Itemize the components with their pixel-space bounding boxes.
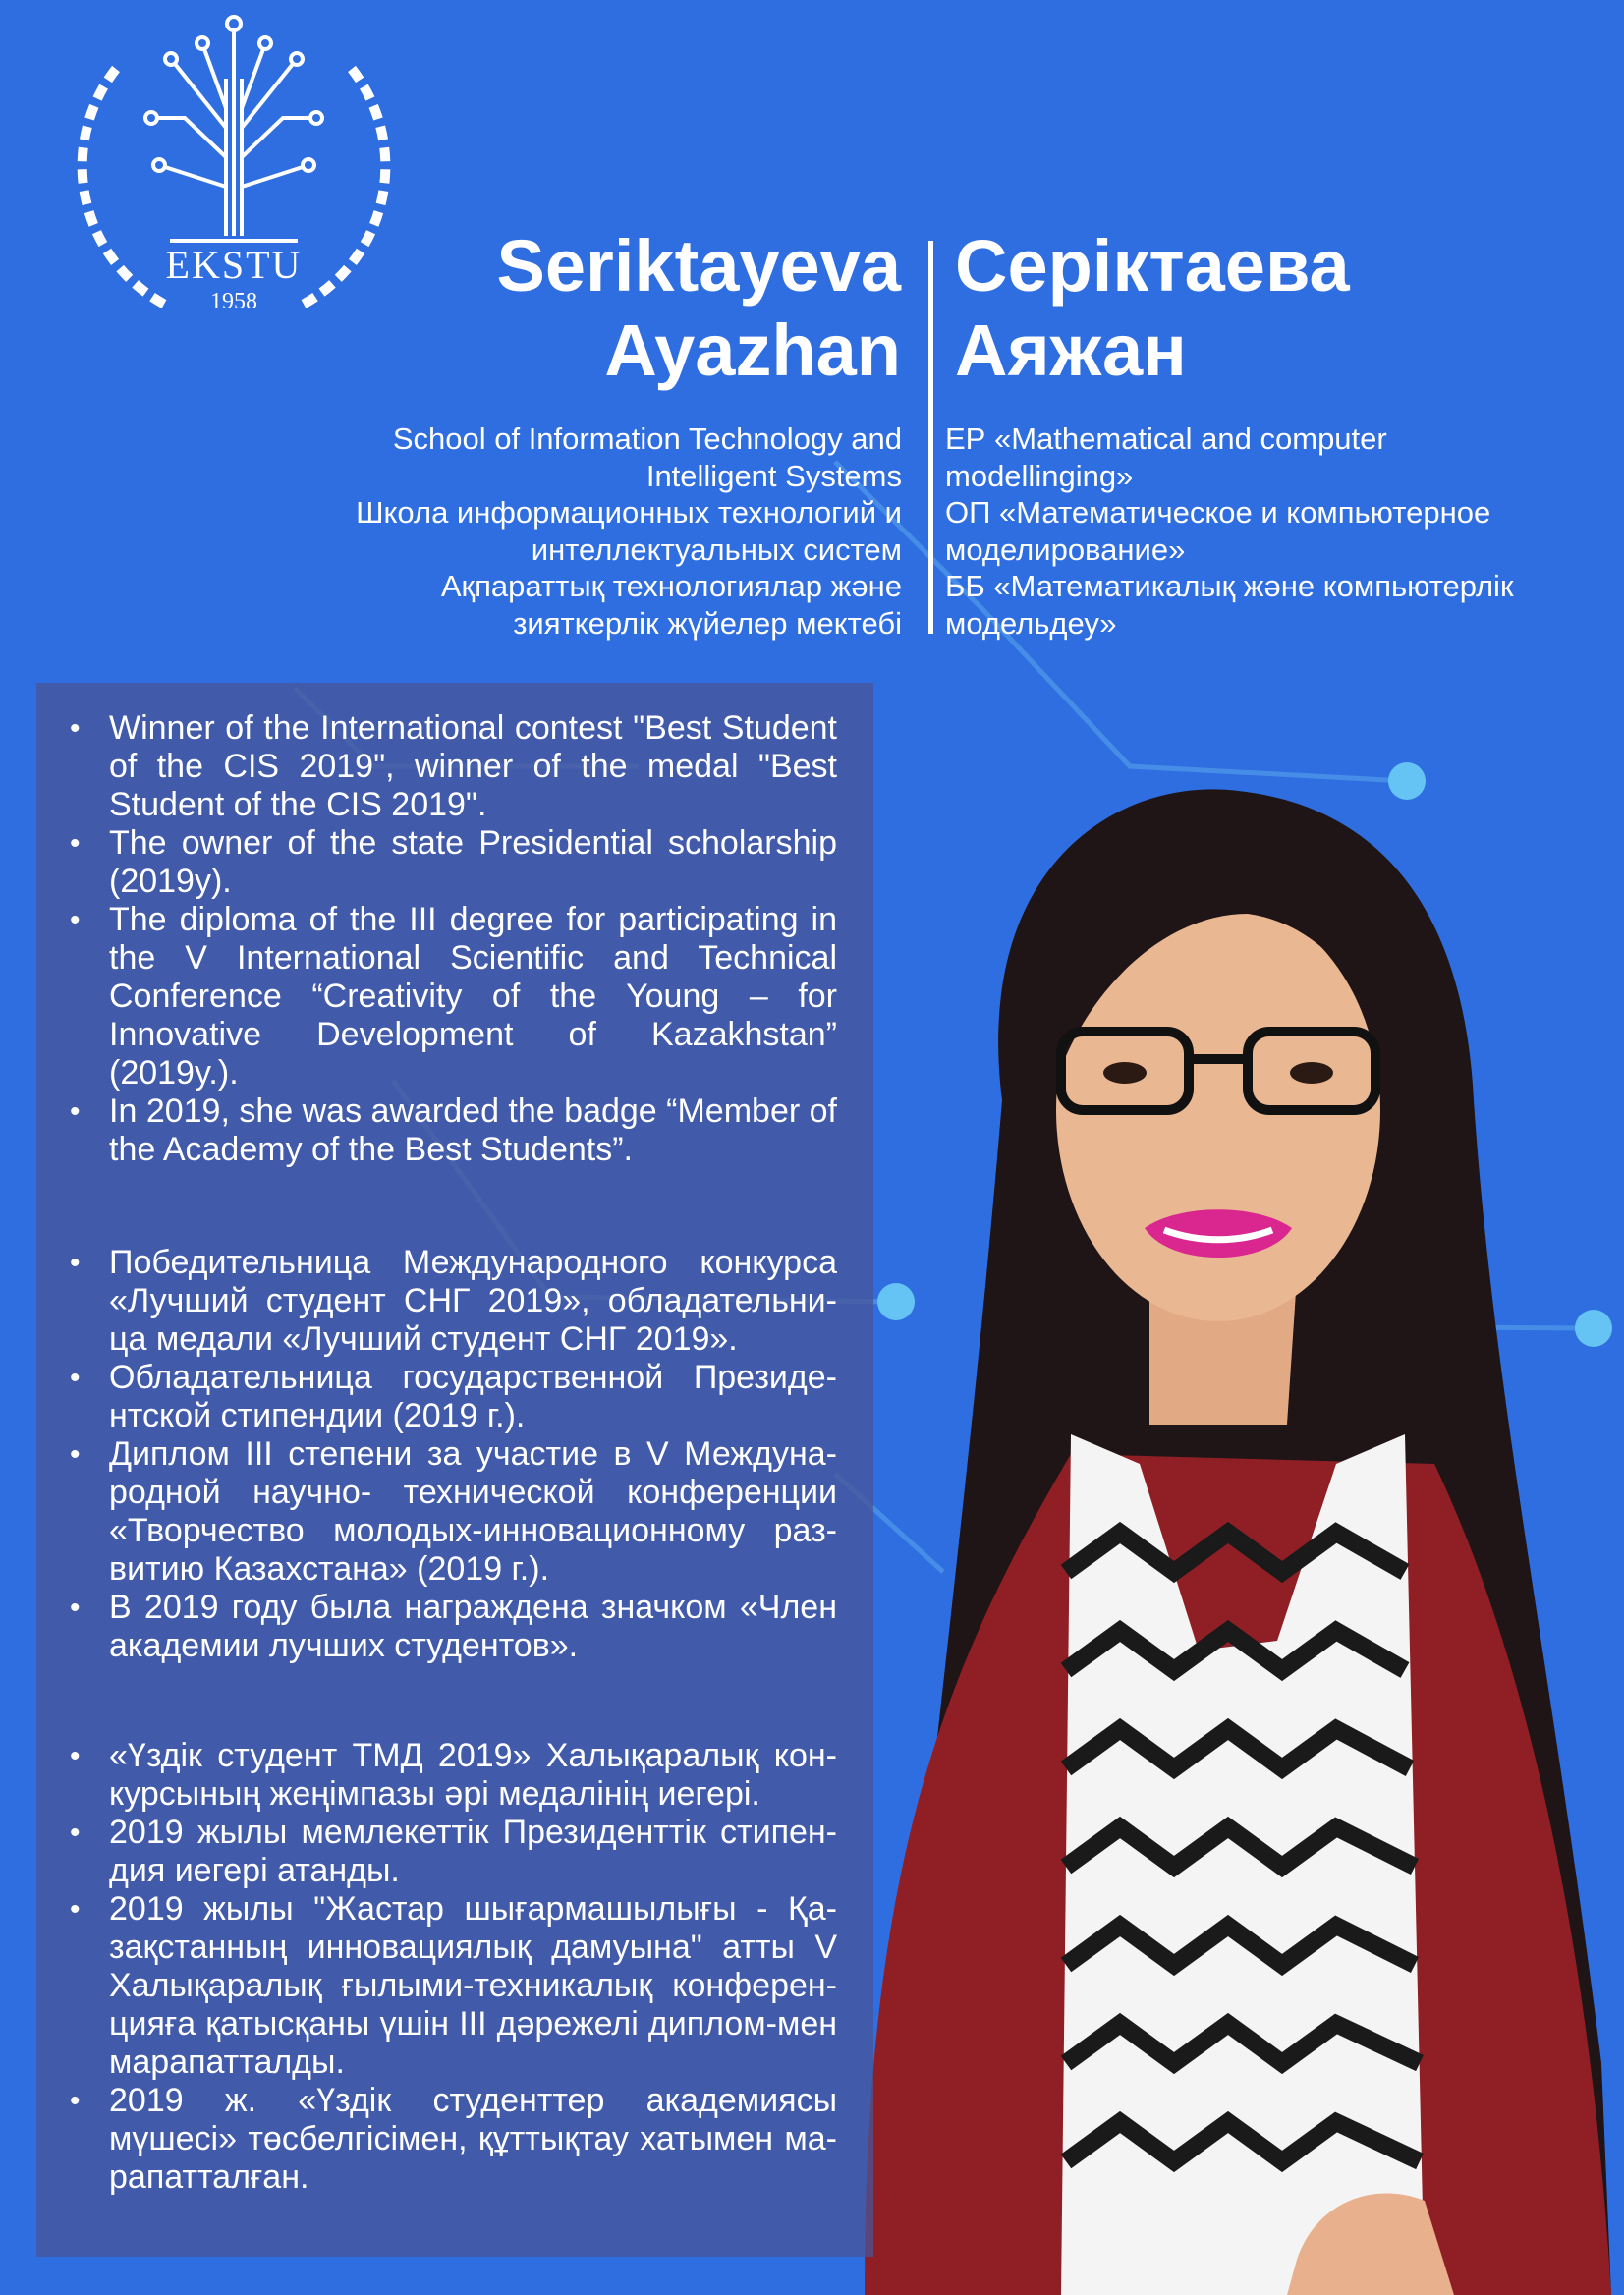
achievements-english [74, 709, 837, 1169]
achievement-item: • The diploma of the III degree for participating in the V International Scientific and Technical Conference “Creativity of the Young – for Innovative Development of Kazakhstan” (2019y.). [74, 901, 837, 1092]
achievement-item: • Обладательница государственной Президе-нтской стипендии (2019 г.). [74, 1359, 837, 1435]
achievement-item: • Диплом III степени за участие в V Междуна-родной научно- технической конференции «Творчество молодых-инновационному раз-витию Казахстана» (2019 г.). [74, 1435, 837, 1589]
surname-kazakh: Серіктаева [955, 225, 1350, 307]
achievements-kazakh [74, 1737, 837, 2197]
program-line: моделирование» [945, 532, 1186, 567]
program-line: ОП «Математическое и компьютерное [945, 495, 1491, 530]
achievement-item: • In 2019, she was awarded the badge “Member of the Academy of the Best Students”. [74, 1092, 837, 1169]
logo-name: EKSTU [165, 243, 303, 287]
eye [1290, 1062, 1333, 1084]
school-line: School of Information Technology and [392, 421, 902, 456]
program-line: modellinging» [945, 458, 1134, 493]
school-line: Intelligent Systems [645, 458, 902, 493]
name-kazakh [955, 224, 1505, 393]
achievement-item: • «Үздік студент ТМД 2019» Халықаралық кон-курсының жеңімпазы әрі медалінің иегері. [74, 1737, 837, 1814]
school-line: Школа информационных технологий и [356, 495, 902, 530]
given-name-kazakh: Аяжан [955, 309, 1187, 391]
achievement-item: • 2019 ж. «Үздік студенттер академиясы мүшесі» төсбелгісімен, құттықтау хатымен ма-рапатталған. [74, 2082, 837, 2197]
eye [1103, 1062, 1147, 1084]
achievement-item: • Победительница Международного конкурса «Лучший студент СНГ 2019», обладательни-ца медали «Лучший студент СНГ 2019». [74, 1244, 837, 1359]
program-line: ЕР «Mathematical and computer [945, 421, 1387, 456]
school-line: интеллектуальных систем [531, 532, 902, 567]
given-name-english: Ayazhan [604, 309, 901, 391]
program-line: ББ «Математикалық және компьютерлік [945, 569, 1514, 603]
achievements-russian [74, 1244, 837, 1665]
educational-program [945, 420, 1594, 642]
achievement-item: • The owner of the state Presidential scholarship (2019y). [74, 824, 837, 901]
logo-year: 1958 [210, 289, 257, 314]
school-affiliation [214, 420, 902, 642]
achievement-item: • Winner of the International contest "Best Student of the CIS 2019", winner of the medal "Best Student of the CIS 2019". [74, 709, 837, 824]
achievement-item: • В 2019 году была награждена значком «Член академии лучших студентов». [74, 1589, 837, 1665]
school-line: Ақпараттық технологиялар және [440, 569, 902, 603]
name-english [390, 224, 901, 393]
university-logo [47, 10, 420, 334]
achievement-item: • 2019 жылы "Жастар шығармашылығы - Қа-зақстанның инновациялық дамуына" атты V Халықаралық ғылыми-техникалық конферен-цияға қатысқаны үшін III дәрежелі диплом-мен марапатталды. [74, 1890, 837, 2082]
name-divider [928, 241, 933, 634]
student-portrait [825, 786, 1624, 2295]
surname-english: Seriktayeva [496, 225, 901, 307]
achievement-item: • 2019 жылы мемлекеттік Президенттік стипен-дия иегері атанды. [74, 1814, 837, 1890]
program-line: модельдеу» [945, 605, 1117, 641]
school-line: зияткерлік жүйелер мектебі [513, 605, 902, 641]
